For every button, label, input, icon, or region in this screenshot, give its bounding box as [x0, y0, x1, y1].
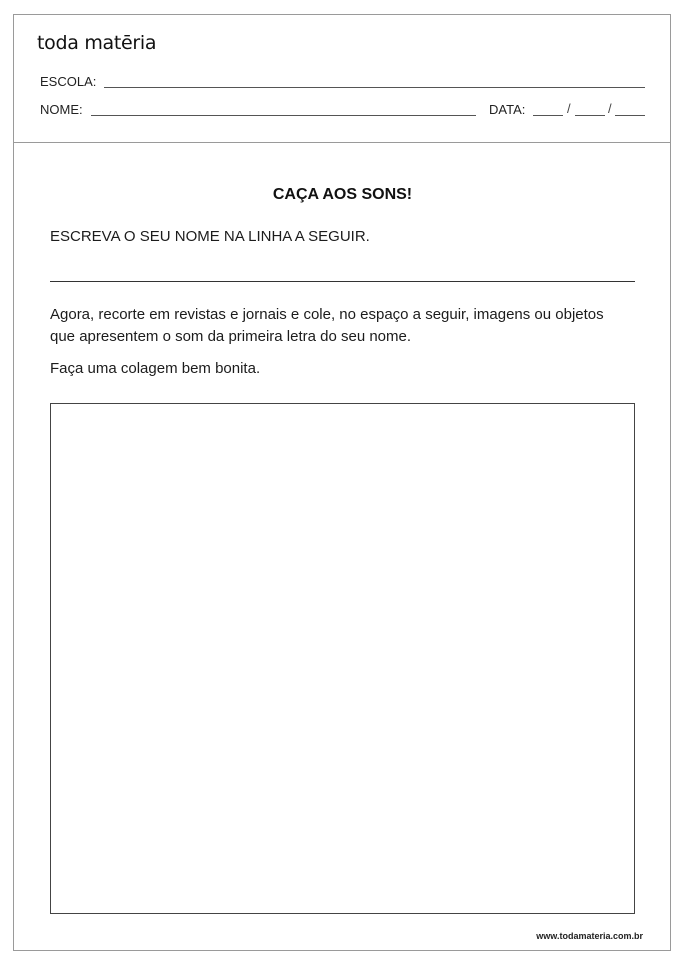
date-label: DATA: — [489, 102, 526, 117]
student-name-line[interactable] — [50, 281, 635, 282]
date-day-field[interactable] — [533, 115, 563, 116]
school-field[interactable] — [104, 87, 645, 88]
date-year-field[interactable] — [615, 115, 645, 116]
instruction-write-name: ESCREVA O SEU NOME NA LINHA A SEGUIR. — [50, 228, 370, 245]
collage-area[interactable] — [50, 403, 635, 914]
instruction-make-collage: Faça uma colagem bem bonita. — [50, 360, 261, 377]
date-separator: / — [608, 101, 612, 116]
date-separator: / — [567, 101, 571, 116]
header-divider — [13, 142, 671, 143]
date-month-field[interactable] — [575, 115, 605, 116]
footer-url: www.todamateria.com.br — [536, 931, 643, 941]
brand-logo: toda matēria — [37, 32, 157, 54]
name-field[interactable] — [91, 115, 476, 116]
name-label: NOME: — [40, 102, 83, 117]
activity-title: CAÇA AOS SONS! — [272, 186, 413, 203]
school-label: ESCOLA: — [40, 74, 97, 89]
instruction-collage: Agora, recorte em revistas e jornais e cole, no espaço a seguir, imagens ou objetos que apresentem o som da primeira letra do seu nome. — [50, 306, 604, 345]
